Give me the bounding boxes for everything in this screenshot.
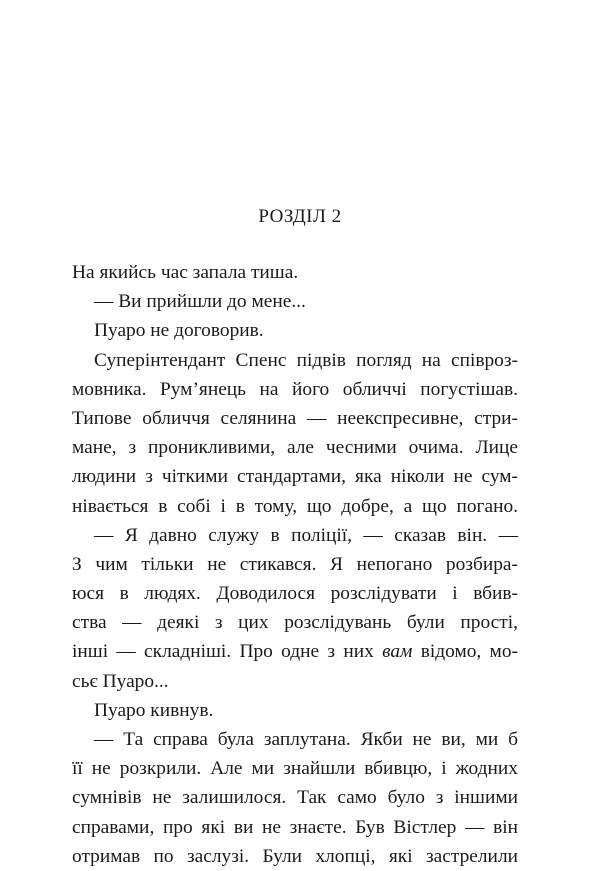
text-line: справами, про які ви не знаєте. Був Вістлер — він <box>72 816 518 838</box>
text-line: людини з чіткими стандартами, яка ніколи не сум- <box>72 466 518 488</box>
text-line: сьє Пуаро... <box>72 670 169 692</box>
italic-word: вам <box>382 641 413 663</box>
text-line <box>72 637 518 666</box>
text-line: ства — деякі з цих розслідувань були прості, <box>72 612 518 634</box>
text-segment: інші — складніші. Про одне з них <box>72 641 383 663</box>
text-line: — Я давно служу в поліції, — сказав він. — <box>94 524 518 546</box>
text-line: її не розкрили. Але ми знайшли вбивцю, і жодних <box>72 758 518 780</box>
text-line: — Та справа була заплутана. Якби не ви, ми б <box>94 729 518 750</box>
text-line: Пуаро не договорив. <box>94 320 264 342</box>
text-line: сумнівів не залишилося. Так само було з іншими <box>72 787 518 809</box>
text-line: — Ви прийшли до мене... <box>94 291 306 313</box>
text-line: З чим тільки не стикався. Я непогано розбира- <box>72 553 518 575</box>
text-line: На якийсь час запала тиша. <box>72 262 299 283</box>
text-line: нівається в собі і в тому, що добре, а що погано. <box>72 495 518 517</box>
text-line: мовника. Рум’янець на його обличчі погустішав. <box>72 378 518 400</box>
body-text <box>72 258 518 871</box>
text-segment: відомо, мо- <box>412 641 518 663</box>
text-line: Пуаро кивнув. <box>94 699 214 721</box>
text-line: Суперінтендант Спенс підвів погляд на співроз- <box>94 349 518 371</box>
chapter-title: РОЗДІЛ 2 <box>258 206 342 227</box>
text-line: юся в людях. Доводилося розслідувати і вбив- <box>72 583 518 605</box>
text-line: отримав по заслузі. Були хлопці, які застрелили <box>72 845 518 867</box>
text-line: Типове обличчя селянина — неекспресивне, стри- <box>72 407 518 429</box>
text-line: мане, з проникливими, але чесними очима. Лице <box>72 437 518 459</box>
